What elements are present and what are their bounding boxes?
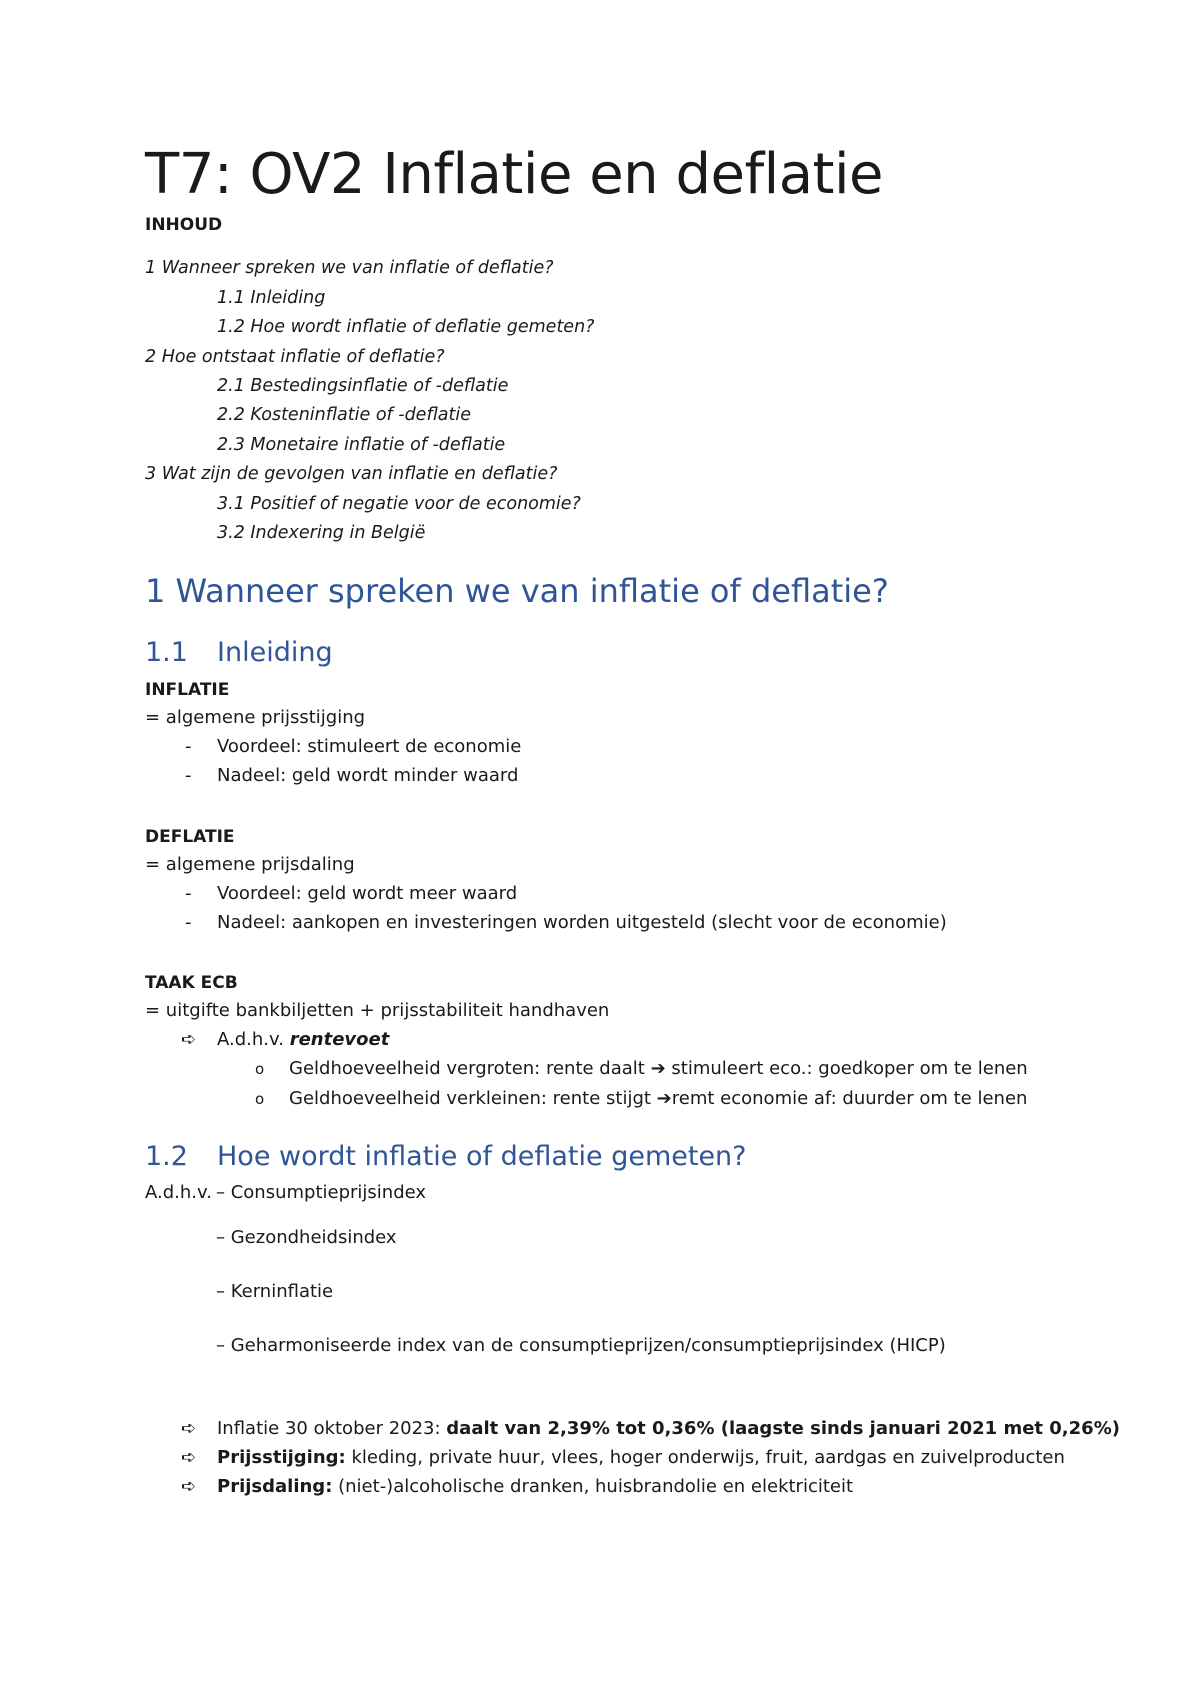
list-dash: - <box>185 736 192 757</box>
right-arrow-icon: ➔ <box>656 1088 672 1109</box>
ecb-subpoint-2-result: remt economie af: duurder om te lenen <box>671 1088 1028 1109</box>
section-1-1-heading <box>145 636 333 670</box>
page-title: T7: OV2 Inflatie en deflatie <box>145 142 884 207</box>
toc-item-1-2[interactable]: 1.2 Hoe wordt inflatie of deflatie gemeten? <box>217 317 595 337</box>
fact-prijsdaling-text: (niet-)alcoholische dranken, huisbrandolie en elektriciteit <box>332 1476 854 1497</box>
fact-prijsstijging <box>181 1446 1065 1470</box>
list-dash: - <box>185 883 192 904</box>
arrow-icon: ➪ <box>181 1418 197 1439</box>
section-1-heading: 1 Wanneer spreken we van inflatie of deflatie? <box>145 572 889 610</box>
fact-prijsstijging-label: Prijsstijging: <box>217 1447 346 1468</box>
arrow-icon: ➪ <box>181 1029 197 1050</box>
inflatie-voordeel: Voordeel: stimuleert de economie <box>217 736 522 757</box>
ecb-subpoint-1-result: stimuleert eco.: goedkoper om te lenen <box>665 1058 1028 1079</box>
circle-bullet-icon: o <box>255 1090 265 1108</box>
ecb-arrow-line <box>181 1028 389 1052</box>
index-item-2: – Gezondheidsindex <box>216 1227 397 1248</box>
ecb-subpoint-1-text: Geldhoeveelheid vergroten: rente daalt <box>289 1058 651 1079</box>
toc-item-2-3[interactable]: 2.3 Monetaire inflatie of -deflatie <box>217 435 506 455</box>
ecb-definition: = uitgifte bankbiljetten + prijsstabiliteit handhaven <box>145 1000 610 1021</box>
fact-prijsdaling <box>181 1475 853 1499</box>
ecb-subpoint-1 <box>289 1057 1028 1081</box>
section-1-1-title: Inleiding <box>217 637 333 668</box>
toc-item-3[interactable]: 3 Wat zijn de gevolgen van inflatie en deflatie? <box>145 464 558 484</box>
toc-item-1-1[interactable]: 1.1 Inleiding <box>217 288 326 308</box>
toc-item-3-1[interactable]: 3.1 Positief of negatie voor de economie? <box>217 494 581 514</box>
fact-prijsstijging-text: kleding, private huur, vlees, hoger onderwijs, fruit, aardgas en zuivelproducten <box>345 1447 1065 1468</box>
deflatie-nadeel: Nadeel: aankopen en investeringen worden uitgesteld (slecht voor de economie) <box>217 912 947 933</box>
index-item-1: – Consumptieprijsindex <box>216 1182 427 1203</box>
section-1-1-number: 1.1 <box>145 637 188 668</box>
deflatie-definition: = algemene prijsdaling <box>145 854 355 875</box>
toc-item-2-1[interactable]: 2.1 Bestedingsinflatie of -deflatie <box>217 376 509 396</box>
index-item-3: – Kerninflatie <box>216 1281 334 1302</box>
section-1-2-heading <box>145 1140 747 1174</box>
inflatie-nadeel: Nadeel: geld wordt minder waard <box>217 765 519 786</box>
arrow-icon: ➪ <box>181 1447 197 1468</box>
list-dash: - <box>185 912 192 933</box>
fact-prijsdaling-label: Prijsdaling: <box>217 1476 333 1497</box>
ecb-subpoint-2 <box>289 1087 1027 1111</box>
list-dash: - <box>185 765 192 786</box>
toc-item-2[interactable]: 2 Hoe ontstaat inflatie of deflatie? <box>145 347 445 367</box>
inflatie-definition: = algemene prijsstijging <box>145 707 366 728</box>
index-item-4: – Geharmoniseerde index van de consumptieprijzen/consumptieprijsindex (HICP) <box>216 1335 946 1356</box>
toc-item-2-2[interactable]: 2.2 Kosteninflatie of -deflatie <box>217 405 471 425</box>
toc-item-3-2[interactable]: 3.2 Indexering in België <box>217 523 426 543</box>
toc-item-1[interactable]: 1 Wanneer spreken we van inflatie of deflatie? <box>145 258 554 278</box>
measure-lead: A.d.h.v. <box>145 1182 212 1203</box>
ecb-subpoint-2-text: Geldhoeveelheid verkleinen: rente stijgt <box>289 1088 657 1109</box>
fact-inflatie <box>181 1417 1120 1441</box>
ecb-label: TAAK ECB <box>145 973 238 993</box>
fact-inflatie-lead: Inflatie 30 oktober 2023: <box>217 1418 447 1439</box>
ecb-arrow-emphasis: rentevoet <box>289 1029 390 1050</box>
right-arrow-icon: ➔ <box>650 1058 666 1079</box>
section-1-2-title: Hoe wordt inflatie of deflatie gemeten? <box>217 1141 747 1172</box>
toc-heading: INHOUD <box>145 215 223 235</box>
deflatie-label: DEFLATIE <box>145 827 235 847</box>
circle-bullet-icon: o <box>255 1060 265 1078</box>
fact-inflatie-value: daalt van 2,39% tot 0,36% (laagste sinds januari 2021 met 0,26%) <box>446 1418 1120 1439</box>
arrow-icon: ➪ <box>181 1476 197 1497</box>
inflatie-label: INFLATIE <box>145 680 230 700</box>
section-1-2-number: 1.2 <box>145 1141 188 1172</box>
deflatie-voordeel: Voordeel: geld wordt meer waard <box>217 883 518 904</box>
ecb-arrow-prefix: A.d.h.v. <box>217 1029 284 1050</box>
